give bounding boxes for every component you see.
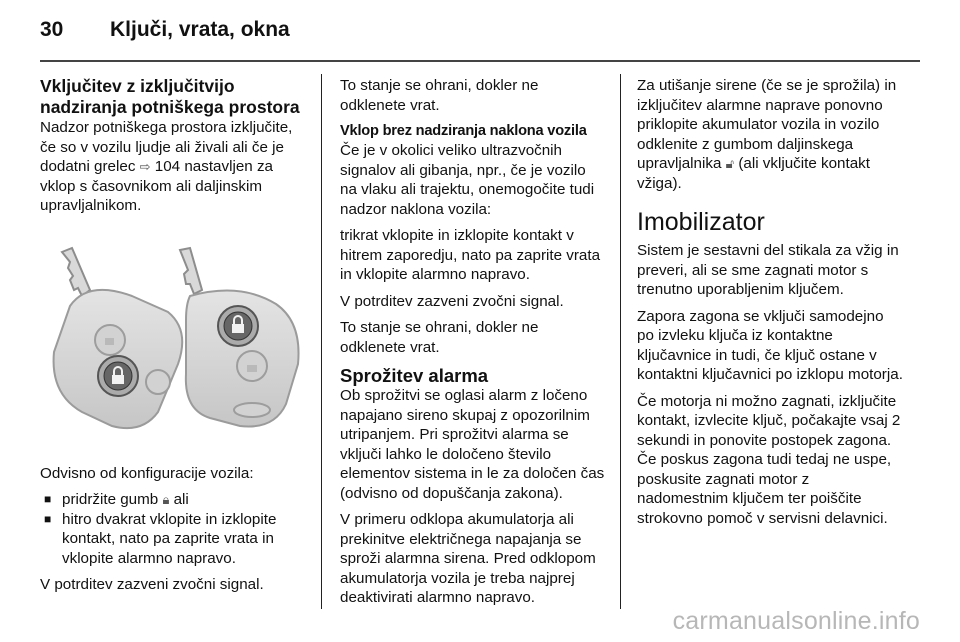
paragraph: Odvisno od konfiguracije vozila:: [40, 464, 254, 482]
list-item: ■ hitro dvakrat vklopite in izklopite kontakt, nato pa zaprite vrata in vklopite alarmno napravo.: [40, 510, 306, 569]
remote-key-fobs-illustration: [40, 234, 306, 444]
subheading: Sprožitev alarma: [340, 365, 489, 386]
header-rule: [40, 60, 920, 62]
list-item: ■ pridržite gumb 🔒︎ ali: [40, 490, 306, 510]
chapter-title: Ključi, vrata, okna: [110, 18, 290, 41]
paragraph: To stanje se ohrani, dokler ne odklenete vrat.: [340, 319, 539, 356]
paragraph: V potrditev zazveni zvočni signal.: [340, 292, 564, 310]
bullet-list: [40, 490, 306, 568]
lock-button-icon: 🔒︎: [162, 492, 170, 507]
paragraph: trikrat vklopite in izklopite kontakt v hitrem zaporedju, nato pa zaprite vrata in vklopite alarmno napravo.: [340, 227, 601, 283]
paragraph: Ob sprožitvi se oglasi alarm z ločeno napajano sireno skupaj z opozorilnim utripanjem. Pri sprožitvi alarma se vključi lahko le določeno število elementov sistema in le za določen čas (odvisno od dopuščanja zakona).: [340, 387, 605, 502]
watermark: carmanualsonline.info: [672, 607, 920, 635]
column-3: [637, 76, 903, 535]
column-divider: [321, 74, 322, 609]
paragraph: V potrditev zazveni zvočni signal.: [40, 576, 264, 593]
paragraph: V primeru odklopa akumulatorja ali prekinitve električnega napajanja se sproži alarmna sirena. Pred odklopom akumulatorja vozila je treba najprej deaktivirati alarmno napravo.: [340, 511, 596, 606]
paragraph: Za utišanje sirene (če se je sprožila) in izključitev alarmne naprave ponovno priklopite akumulator vozila in vozilo odklenite z gumbom daljinskega upravljalnika 🔓︎ (ali vključite kontakt vžiga).: [637, 77, 897, 192]
paragraph: Če motorja ni možno zagnati, izključite kontakt, izvlecite ključ, počakajte vsaj 2 sekundi in ponovite postopek zagona. Če poskus zagona tudi tedaj ne uspe, poskusite zagnati motor z nadomestnim ključem ter poiščite strokovno pomoč v servisni delavnici.: [637, 392, 901, 527]
paragraph: Zapora zagona se vključi samodejno po izvleku ključa iz kontaktne ključavnice in tudi, če ključ ostane v kontaktni ključavnici po izklopu motorja.: [637, 307, 903, 383]
column-2: [340, 76, 606, 615]
unlock-button-icon: 🔓︎: [725, 156, 735, 171]
subheading: Vklop brez nadziranja naklona vozila: [340, 123, 587, 139]
paragraph: To stanje se ohrani, dokler ne odklenete vrat.: [340, 77, 539, 114]
paragraph: Če je v okolici veliko ultrazvočnih signalov ali gibanja, npr., če je vozilo na vlaku ali trajektu, onemogočite tudi nadzor naklona vozila:: [340, 142, 595, 218]
section-heading: Vključitev z izključitvijo nadziranja potniškega prostora: [40, 76, 300, 117]
section-heading: Imobilizator: [637, 208, 765, 236]
page-header: [40, 18, 290, 42]
page-reference-link[interactable]: 104: [154, 158, 181, 175]
paragraph: Sistem je sestavni del stikala za vžig in preveri, ali se sme zagnati motor s trenutno uporabljenim ključem.: [637, 242, 899, 298]
reference-arrow-icon: ⇨: [139, 159, 151, 174]
page-number: 30: [40, 18, 64, 41]
column-1: [40, 76, 306, 602]
column-divider: [620, 74, 621, 609]
paragraph: Nadzor potniškega prostora izključite, če so v vozilu ljudje ali živali ali če je dodatni grelec ⇨ 104 nastavljen za vklop s časovnikom ali daljinskim upravljalnikom.: [40, 119, 293, 214]
